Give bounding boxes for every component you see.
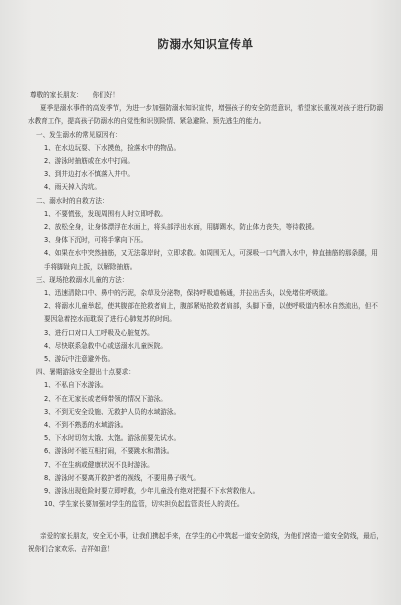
- closing-paragraph: 亲爱的家长朋友，安全无小事，让我们携起手来，在学生的心中筑起一道安全防线，为他们营造一道安全防线，最后，祝你们合家欢乐、吉祥如意！: [28, 531, 383, 553]
- list-item: 7、不在生病或健康状况不良时游泳。: [44, 460, 154, 469]
- list-item: 1、在水边玩耍、下水摸鱼，捡落水中的物品。: [44, 143, 181, 152]
- list-item: 1、迅速清除口中、鼻中的污泥，杂草及分泌物，保持呼吸道畅通，并拉出舌头，以免堵住呼吸道。: [44, 289, 332, 298]
- list-item: 3、不到无安全设施、无救护人员的水域游泳。: [44, 407, 181, 416]
- list-item: 3、身体下沉时，可将手掌向下压。: [44, 236, 148, 245]
- list-item: 2、游泳时抽筋或在水中打闹。: [44, 157, 134, 166]
- list-item: 1、不要慌张，发现周围有人时立即呼救。: [44, 209, 167, 218]
- list-item: 3、到井边打水不慎落入井中。: [44, 170, 134, 179]
- list-item: 2、将溺水儿童举起，使其腹部在抢救者肩上，腹部紧贴抢救者肩部，头脚下垂，以使呼吸道内积水自然流出，但不要因急着控水而耽误了进行心肺复苏的时间。: [44, 302, 378, 324]
- list-item: 5、游玩中注意避外伤。: [44, 355, 115, 364]
- list-item: 4、如果在水中突然抽筋，又无法靠岸时，立即求救。如周围无人，可深吸一口气潜入水中，伸直抽筋的那条腿，用手将脚趾向上扳，以解除抽筋。: [44, 249, 378, 271]
- intro-paragraph: 夏季是溺水事件的高发季节，为进一步加强防溺水知识宣传，增强孩子的安全防范意识，希望家长重视对孩子进行防溺水教育工作，提高孩子防溺水的自觉性和识别险情、紧急避险、预先逃生的能力。: [28, 104, 383, 126]
- list-item: 2、不在无家长或老师带领的情况下游泳。: [44, 394, 167, 403]
- section-heading-causes: 一、发生溺水的常见原因有：: [36, 130, 122, 139]
- list-item: 10、学生家长要加强对学生的监管，切实担负起监管责任人的责任。: [44, 500, 244, 509]
- list-item: 4、不到不熟悉的水域游泳。: [44, 421, 128, 430]
- list-item: 6、游泳时不能互相打闹，不要跳水和潜泳。: [44, 447, 174, 456]
- section-heading-swim-rules: 四、暑期游泳安全提出十点要求：: [36, 368, 135, 377]
- list-item: 3、进行口对口人工呼吸及心脏复苏。: [44, 328, 154, 337]
- list-item: 8、游泳时不要离开救护者的视线，不要用鼻子吸气。: [44, 473, 200, 482]
- section-heading-rescue-methods: 三、现场抢救溺水儿童的方法：: [36, 275, 129, 284]
- flyer-title: 防溺水知识宣传单: [157, 37, 254, 51]
- list-item: 1、不私自下水游泳。: [44, 381, 108, 390]
- list-item: 9、游泳出现危险时要立即呼救，少年儿童没有绝对把握不下水营救他人。: [44, 487, 260, 496]
- list-item: 2、放松全身，让身体漂浮在水面上，将头部浮出水面，用脚踢水，防止体力丧失，等待救援。: [44, 223, 319, 232]
- list-item: 4、尽快联系急救中心或送溺水儿童医院。: [44, 341, 167, 350]
- list-item: 5、下水时切勿太饿、太饱。游泳前要先试水。: [44, 434, 181, 443]
- section-heading-self-rescue: 二、溺水时的自救方法：: [36, 196, 109, 205]
- greeting: 尊敬的家长朋友： 你们好！: [30, 91, 120, 99]
- list-item: 4、雨天掉入沟坑。: [44, 183, 101, 192]
